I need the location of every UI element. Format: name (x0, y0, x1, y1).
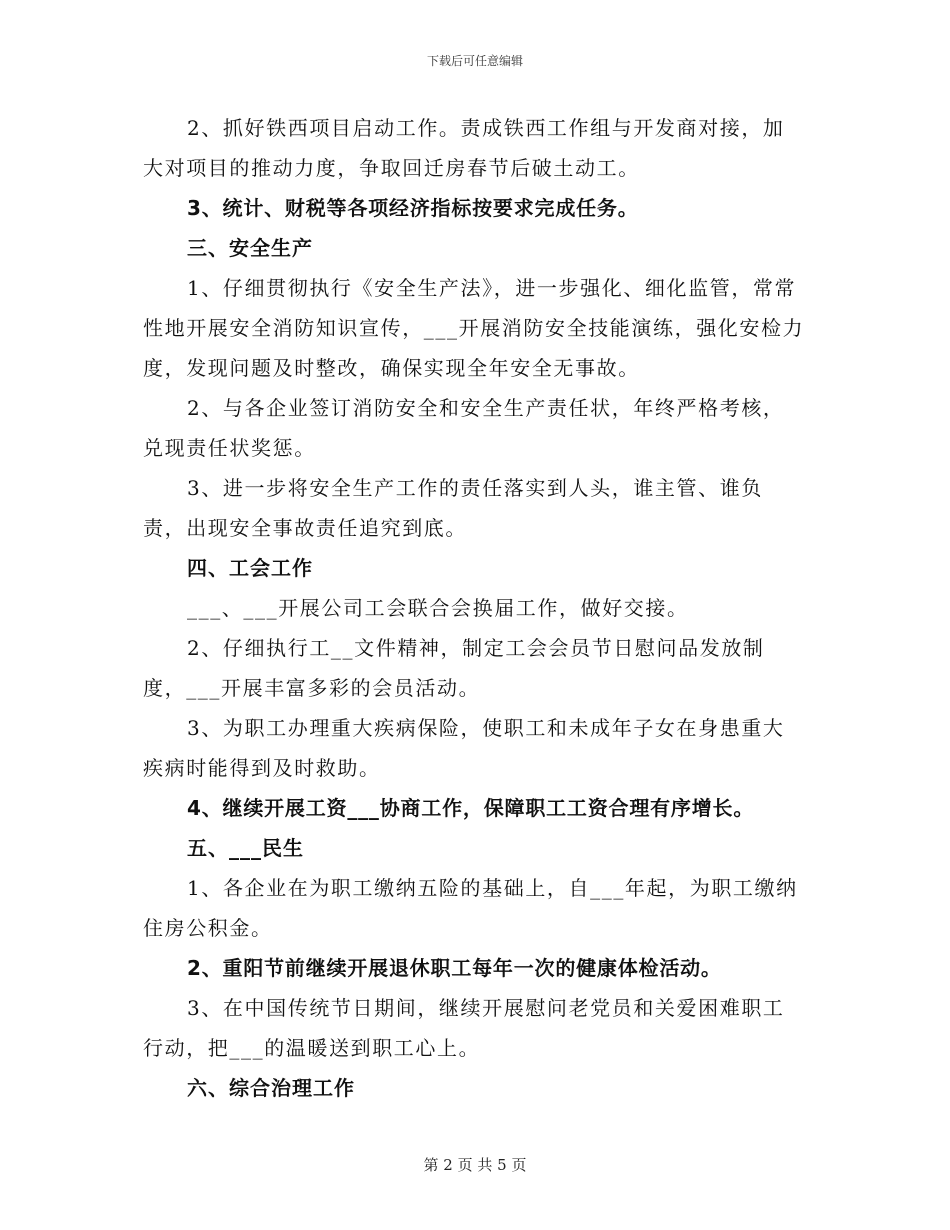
paragraph-safety-law: 1、仔细贯彻执行《安全生产法》，进一步强化、细化监管，常常性地开展安全消防知识宣传，___开展消防安全技能演练，强化安检力度，发现问题及时整改，确保实现全年安全无事故。 (143, 276, 805, 380)
document-body (143, 108, 805, 1108)
section-heading-safety: 三、安全生产 (187, 236, 313, 260)
paragraph-illness-insurance: 3、为职工办理重大疾病保险，使职工和未成年子女在身患重大疾病时能得到及时救助。 (143, 716, 785, 780)
paragraph-holiday-visits: 3、在中国传统节日期间，继续开展慰问老党员和关爱困难职工行动，把___的温暖送到职工心上。 (143, 996, 785, 1060)
paragraph-union-activities: 2、仔细执行工__文件精神，制定工会会员节日慰问品发放制度，___开展丰富多彩的会员活动。 (143, 636, 765, 700)
page-header: 下载后可任意编辑 (426, 54, 523, 68)
section-heading-union: 四、工会工作 (187, 556, 313, 580)
paragraph-tiexi-project: 2、抓好铁西项目启动工作。责成铁西工作组与开发商对接，加大对项目的推动力度，争取回迁房春节后破土动工。 (143, 116, 785, 180)
paragraph-safety-responsibility: 3、进一步将安全生产工作的责任落实到人头，谁主管、谁负责，出现安全事故责任追究到底。 (143, 476, 763, 540)
paragraph-safety-contract: 2、与各企业签订消防安全和安全生产责任状，年终严格考核，兑现责任状奖惩。 (143, 396, 785, 460)
section-heading-livelihood: 五、___民生 (187, 836, 304, 860)
paragraph-housing-fund: 1、各企业在为职工缴纳五险的基础上，自___年起，为职工缴纳住房公积金。 (143, 876, 798, 940)
page-footer: 第 2 页 共 5 页 (423, 1156, 527, 1174)
paragraph-union-election: ___、___开展公司工会联合会换届工作，做好交接。 (187, 596, 689, 620)
section-heading-governance: 六、综合治理工作 (187, 1076, 355, 1100)
paragraph-wage-negotiation: 4、继续开展工资___协商工作，保障职工工资合理有序增长。 (187, 796, 755, 820)
paragraph-health-check: 2、重阳节前继续开展退休职工每年一次的健康体检活动。 (187, 956, 722, 980)
paragraph-economic-indicators: 3、统计、财税等各项经济指标按要求完成任务。 (187, 196, 639, 220)
